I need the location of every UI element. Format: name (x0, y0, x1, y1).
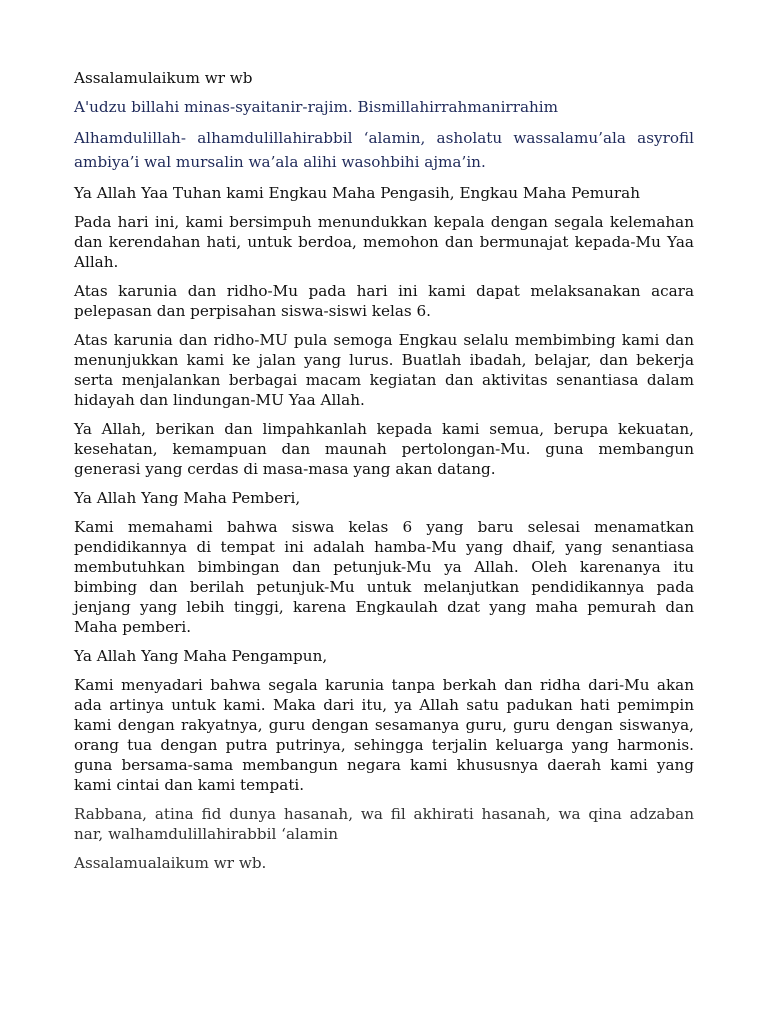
body-paragraph: Pada hari ini, kami bersimpuh menundukkan kepala dengan segala kelemahan dan kerendahan hati, untuk berdoa, memohon dan bermunajat kepada-Mu Yaa Allah. (74, 213, 694, 271)
invocation-heading: Ya Allah Yang Maha Pengampun, (74, 647, 328, 665)
invocation-heading: Ya Allah Yang Maha Pemberi, (74, 489, 301, 507)
greeting-opening: Assalamulaikum wr wb (74, 69, 253, 87)
body-paragraph: Atas karunia dan ridho-MU pula semoga Engkau selalu membimbing kami dan menunjukkan kami ke jalan yang lurus. Buatlah ibadah, belajar, dan bekerja serta menjalankan berbagai macam kegiatan dan aktivitas senantiasa dalam hidayah dan lindungan-MU Yaa Allah. (74, 331, 694, 409)
body-paragraph: Ya Allah, berikan dan limpahkanlah kepada kami semua, berupa kekuatan, kesehatan, kemampuan dan maunah pertolongan-Mu. guna membangun generasi yang cerdas di masa-masa yang akan datang. (74, 420, 694, 478)
hamdalah-paragraph: Alhamdulillah- alhamdulillahirabbil ‘alamin, asholatu wassalamu’ala asyrofil ambiya’i wal mursalin wa’ala alihi wasohbihi ajma’in. (74, 129, 694, 171)
body-paragraph: Kami memahami bahwa siswa kelas 6 yang baru selesai menamatkan pendidikannya di tempat ini adalah hamba-Mu yang dhaif, yang senantiasa membutuhkan bimbingan dan petunjuk-Mu ya Allah. Oleh karenanya itu bimbing dan berilah petunjuk-Mu untuk melanjutkan pendidikannya pada jenjang yang lebih tinggi, karena Engkaulah dzat yang maha pemurah dan Maha pemberi. (74, 518, 694, 636)
greeting-closing: Assalamualaikum wr wb. (74, 854, 267, 872)
document-page (74, 68, 694, 882)
body-paragraph: Kami menyadari bahwa segala karunia tanpa berkah dan ridha dari-Mu akan ada artinya untuk kami. Maka dari itu, ya Allah satu padukan hati pemimpin kami dengan rakyatnya, guru dengan sesamanya guru, guru dengan siswanya, orang tua dengan putra putrinya, sehingga terjalin keluarga yang harmonis. guna bersama-sama membangun negara kami khususnya daerah kami yang kami cintai dan kami tempati. (74, 676, 694, 794)
invocation-heading: Ya Allah Yaa Tuhan kami Engkau Maha Pengasih, Engkau Maha Pemurah (74, 184, 640, 202)
closing-prayer: Rabbana, atina fid dunya hasanah, wa fil akhirati hasanah, wa qina adzaban nar, walhamdulillahirabbil ‘alamin (74, 805, 694, 843)
taawudz-line: A'udzu billahi minas-syaitanir-rajim. Bismillahirrahmanirrahim (74, 98, 559, 116)
body-paragraph: Atas karunia dan ridho-Mu pada hari ini kami dapat melaksanakan acara pelepasan dan perpisahan siswa-siswi kelas 6. (74, 282, 694, 320)
